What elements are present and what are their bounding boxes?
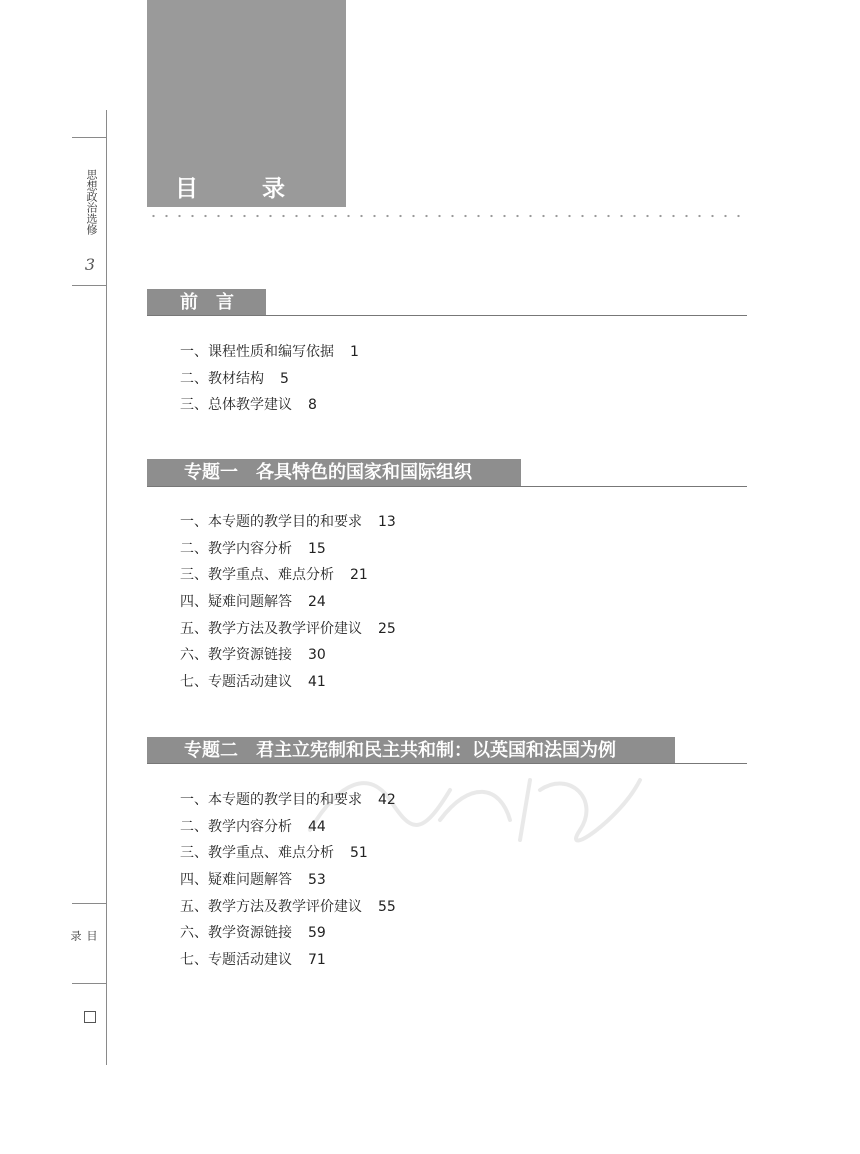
- toc-list: [180, 339, 359, 419]
- toc-entry[interactable]: [180, 867, 396, 894]
- toc-entry-label: 六、教学资源链接: [180, 647, 292, 664]
- toc-entry-page: 5: [280, 370, 289, 387]
- toc-entry[interactable]: [180, 894, 396, 921]
- toc-entry-page: 51: [350, 845, 368, 862]
- toc-entry-page: 59: [308, 925, 326, 942]
- toc-entry-label: 一、本专题的教学目的和要求: [180, 792, 362, 808]
- toc-entry-page: 44: [308, 818, 326, 835]
- book-series-label: 思想政治选修: [85, 169, 98, 235]
- toc-entry-label: 二、教学内容分析: [180, 540, 292, 557]
- section-title: 专题一 各具特色的国家和国际组织: [184, 462, 472, 483]
- margin-rule-mid: [72, 285, 106, 286]
- toc-entry-page: 21: [350, 567, 368, 584]
- toc-entry-page: 25: [378, 620, 396, 637]
- margin-rule-top: [72, 137, 106, 138]
- toc-entry[interactable]: [180, 642, 396, 669]
- toc-entry[interactable]: [180, 509, 396, 536]
- page-marker-box: [84, 1011, 96, 1023]
- toc-entry[interactable]: [180, 366, 359, 393]
- toc-entry-page: 55: [378, 898, 396, 915]
- toc-entry-label: 四、疑难问题解答: [180, 594, 292, 611]
- toc-entry-label: 四、疑难问题解答: [180, 872, 292, 889]
- toc-entry-page: 41: [308, 674, 326, 691]
- toc-list: [180, 509, 396, 696]
- toc-entry-label: 三、教学重点、难点分析: [180, 567, 334, 584]
- toc-entry-label: 六、教学资源链接: [180, 925, 292, 942]
- margin-rule-lower: [72, 903, 106, 904]
- toc-entry-page: 13: [378, 514, 396, 530]
- toc-entry-page: 8: [308, 397, 317, 414]
- page-title: 目录: [175, 176, 349, 202]
- toc-entry-label: 三、教学重点、难点分析: [180, 845, 334, 862]
- toc-entry-page: 1: [350, 344, 359, 360]
- toc-entry-page: 42: [378, 792, 396, 808]
- rail-toc-label: 目录: [69, 929, 98, 961]
- toc-entry[interactable]: [180, 947, 396, 974]
- toc-entry[interactable]: [180, 616, 396, 643]
- toc-entry[interactable]: [180, 589, 396, 616]
- section-title: 前 言: [180, 292, 234, 313]
- toc-entry-label: 二、教材结构: [180, 370, 264, 387]
- margin-rule-bottom: [72, 983, 106, 984]
- toc-entry[interactable]: [180, 669, 396, 696]
- section-heading-rule: [147, 315, 747, 316]
- toc-entry-label: 七、专题活动建议: [180, 952, 292, 969]
- margin-rail-line: [106, 110, 107, 1065]
- volume-number: 3: [84, 255, 96, 274]
- watermark-signature: [300, 760, 660, 850]
- toc-entry-page: 24: [308, 594, 326, 611]
- toc-entry[interactable]: [180, 920, 396, 947]
- toc-entry-label: 三、总体教学建议: [180, 397, 292, 414]
- toc-entry[interactable]: [180, 339, 359, 366]
- toc-entry-label: 二、教学内容分析: [180, 818, 292, 835]
- toc-entry[interactable]: [180, 392, 359, 419]
- toc-entry-label: 一、本专题的教学目的和要求: [180, 514, 362, 530]
- toc-entry[interactable]: [180, 536, 396, 563]
- toc-entry-label: 五、教学方法及教学评价建议: [180, 620, 362, 637]
- toc-entry-page: 15: [308, 540, 326, 557]
- toc-entry-page: 53: [308, 872, 326, 889]
- toc-entry-label: 七、专题活动建议: [180, 674, 292, 691]
- toc-entry-label: 一、课程性质和编写依据: [180, 344, 334, 360]
- toc-entry-page: 30: [308, 647, 326, 664]
- toc-entry-page: 71: [308, 952, 326, 969]
- section-title: 专题二 君主立宪制和民主共和制：以英国和法国为例: [184, 740, 616, 761]
- section-heading-rule: [147, 486, 747, 487]
- dotted-divider: [147, 214, 747, 218]
- toc-entry[interactable]: [180, 562, 396, 589]
- toc-entry-label: 五、教学方法及教学评价建议: [180, 898, 362, 915]
